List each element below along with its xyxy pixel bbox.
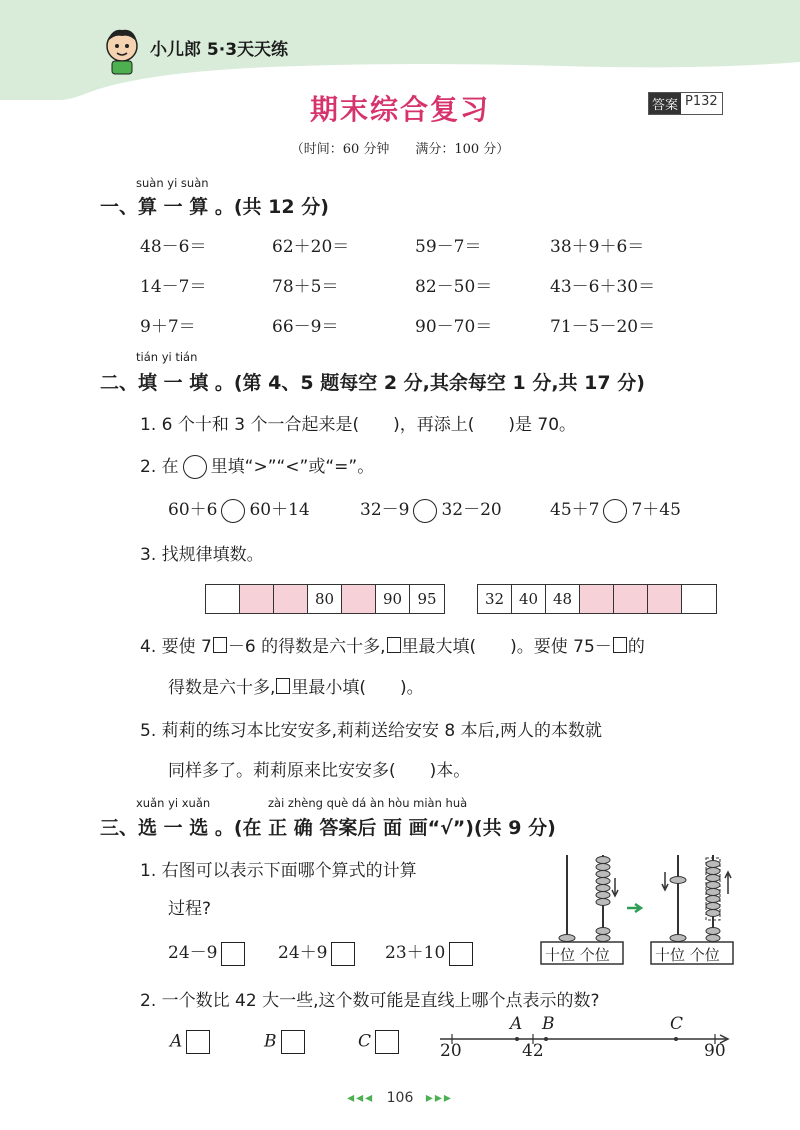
q2-4-line2 — [168, 673, 424, 698]
abacus-label-1: 十位 个位 — [545, 946, 610, 964]
seq2-cell: 32 — [478, 585, 512, 613]
digit-box — [276, 678, 290, 694]
digit-box — [613, 637, 627, 653]
seq1-cell[interactable] — [206, 585, 240, 613]
q2-4-text-d: 的 — [627, 637, 645, 657]
mascot-logo-icon — [100, 24, 144, 76]
brand-label: 小儿郎 5·3天天练 — [150, 40, 289, 60]
right-arrows-icon: ▸▸▸ — [425, 1090, 453, 1106]
calc-r3c2: 66－9＝ — [272, 317, 339, 337]
point-choice-c-label: C — [358, 1031, 372, 1052]
choice-1-label: 24－9 — [168, 943, 218, 963]
seq1-cell: 90 — [376, 585, 410, 613]
seq1-cell: 95 — [417, 590, 437, 608]
section1-heading: 一、算 一 算 。(共 12 分) — [100, 196, 329, 218]
point-choice-a-label: A — [170, 1031, 183, 1052]
calc-r2c4: 43－6＋30＝ — [550, 277, 656, 297]
seq2-cell[interactable] — [682, 585, 716, 613]
q3-2: 2. 一个数比 42 大一些,这个数可能是直线上哪个点表示的数? — [140, 991, 600, 1011]
numberline-tick-90: 90 — [704, 1041, 726, 1061]
choice-1-checkbox[interactable] — [221, 942, 245, 966]
q2-4-text-a: 要使 7 — [161, 637, 212, 657]
section1-pinyin: suàn yi suàn — [136, 176, 209, 190]
compare-circle-icon — [183, 455, 207, 479]
q2-3: 3. 找规律填数。 — [140, 545, 264, 565]
seq2-cell: 40 — [512, 585, 546, 613]
abacus-label-2: 十位 个位 — [655, 946, 720, 964]
q2-2-number: 2. — [140, 457, 157, 477]
answer-tag — [648, 92, 723, 115]
calc-r3c3: 90－70＝ — [415, 317, 493, 337]
numberline-point-c: C — [670, 1014, 684, 1034]
compare-3-right: 7＋45 — [631, 500, 681, 520]
q2-2 — [140, 452, 374, 479]
choice-3 — [385, 938, 477, 966]
q2-4-text-f: 里最小填( )。 — [291, 678, 424, 698]
compare-2-left: 32－9 — [360, 500, 410, 520]
compare-2-right: 32－20 — [441, 500, 502, 520]
compare-2-circle[interactable] — [413, 499, 437, 523]
digit-box — [213, 637, 227, 653]
q2-4-number: 4. — [140, 637, 157, 657]
calc-r2c3: 82－50＝ — [415, 277, 493, 297]
numberline-point-b: B — [542, 1014, 555, 1034]
calc-r1c3: 59－7＝ — [415, 237, 482, 257]
seq2-cell[interactable] — [580, 585, 614, 613]
seq2-cell[interactable] — [648, 585, 682, 613]
q2-2-text-a: 在 — [161, 457, 179, 477]
point-choice-a — [170, 1030, 214, 1054]
page-footer — [0, 1090, 800, 1106]
choice-2-label: 24＋9 — [278, 943, 328, 963]
q2-4-text-e: 得数是六十多, — [168, 678, 276, 698]
point-choice-b-checkbox[interactable] — [281, 1030, 305, 1054]
seq2-cell: 48 — [546, 585, 580, 613]
calc-r1c2: 62＋20＝ — [272, 237, 350, 257]
seq1-cell[interactable] — [240, 585, 274, 613]
exam-info: （时间：60 分钟 满分：100 分） — [290, 142, 510, 157]
compare-1-left: 60＋6 — [168, 500, 218, 520]
seq1-cell[interactable] — [342, 585, 376, 613]
section3-pinyin-b: zài zhèng què dá àn hòu miàn huà — [268, 796, 468, 810]
calc-r2c1: 14－7＝ — [140, 277, 207, 297]
point-choice-c — [358, 1030, 403, 1054]
answer-page: P132 — [685, 94, 718, 109]
q2-5-line1: 5. 莉莉的练习本比安安多,莉莉送给安安 8 本后,两人的本数就 — [140, 721, 603, 741]
digit-box — [387, 637, 401, 653]
numberline-tick-42: 42 — [522, 1041, 544, 1061]
q3-1-line1: 1. 右图可以表示下面哪个算式的计算 — [140, 861, 417, 881]
compare-3 — [550, 495, 681, 523]
sequence-2 — [477, 584, 717, 614]
seq1-cell: 80 — [308, 585, 342, 613]
section3-heading: 三、选 一 选 。(在 正 确 答案后 面 画“√”)(共 9 分) — [100, 817, 556, 839]
page-title: 期末综合复习 — [309, 93, 490, 126]
numberline-tick-20: 20 — [440, 1041, 462, 1061]
section2-heading: 二、填 一 填 。(第 4、5 题每空 2 分,其余每空 1 分,共 17 分) — [100, 372, 645, 394]
compare-1 — [168, 495, 310, 523]
q2-1: 1. 6 个十和 3 个一合起来是( )，再添上( )是 70。 — [140, 415, 577, 435]
compare-3-left: 45＋7 — [550, 500, 600, 520]
point-choice-a-checkbox[interactable] — [186, 1030, 210, 1054]
point-choice-b — [264, 1030, 309, 1054]
section2-pinyin: tián yi tián — [136, 350, 198, 364]
seq2-cell[interactable] — [614, 585, 648, 613]
section3-pinyin-a: xuǎn yi xuǎn — [136, 796, 211, 810]
calc-r3c1: 9＋7＝ — [140, 317, 196, 337]
sequence-1 — [205, 584, 445, 614]
calc-r1c4: 38＋9＋6＝ — [550, 237, 645, 257]
q2-4-text-c: 里最大填( )。要使 75－ — [401, 637, 612, 657]
choice-2 — [278, 938, 359, 966]
calc-r2c2: 78＋5＝ — [272, 277, 339, 297]
seq1-cell[interactable] — [274, 585, 308, 613]
q2-2-text-b: 里填“>”“<”或“=”。 — [210, 457, 375, 477]
numberline-point-a: A — [510, 1014, 523, 1034]
left-arrows-icon: ◂◂◂ — [347, 1090, 375, 1106]
calc-r3c4: 71－5－20＝ — [550, 317, 656, 337]
q2-5-line2: 同样多了。莉莉原来比安安多( )本。 — [168, 761, 471, 781]
q2-4-text-b: －6 的得数是六十多, — [227, 637, 386, 657]
q2-4-line1 — [140, 632, 645, 657]
q3-1-line2: 过程? — [168, 899, 212, 919]
choice-3-checkbox[interactable] — [449, 942, 473, 966]
page-number: 106 — [386, 1090, 414, 1106]
calc-r1c1: 48－6＝ — [140, 237, 207, 257]
point-choice-b-label: B — [264, 1031, 277, 1052]
choice-1 — [168, 938, 249, 966]
compare-2 — [360, 495, 502, 523]
compare-1-circle[interactable] — [221, 499, 245, 523]
choice-2-checkbox[interactable] — [331, 942, 355, 966]
point-choice-c-checkbox[interactable] — [375, 1030, 399, 1054]
number-line — [436, 1030, 736, 1050]
compare-3-circle[interactable] — [603, 499, 627, 523]
choice-3-label: 23＋10 — [385, 943, 446, 963]
compare-1-right: 60＋14 — [249, 500, 310, 520]
answer-label: 答案 — [649, 93, 681, 114]
